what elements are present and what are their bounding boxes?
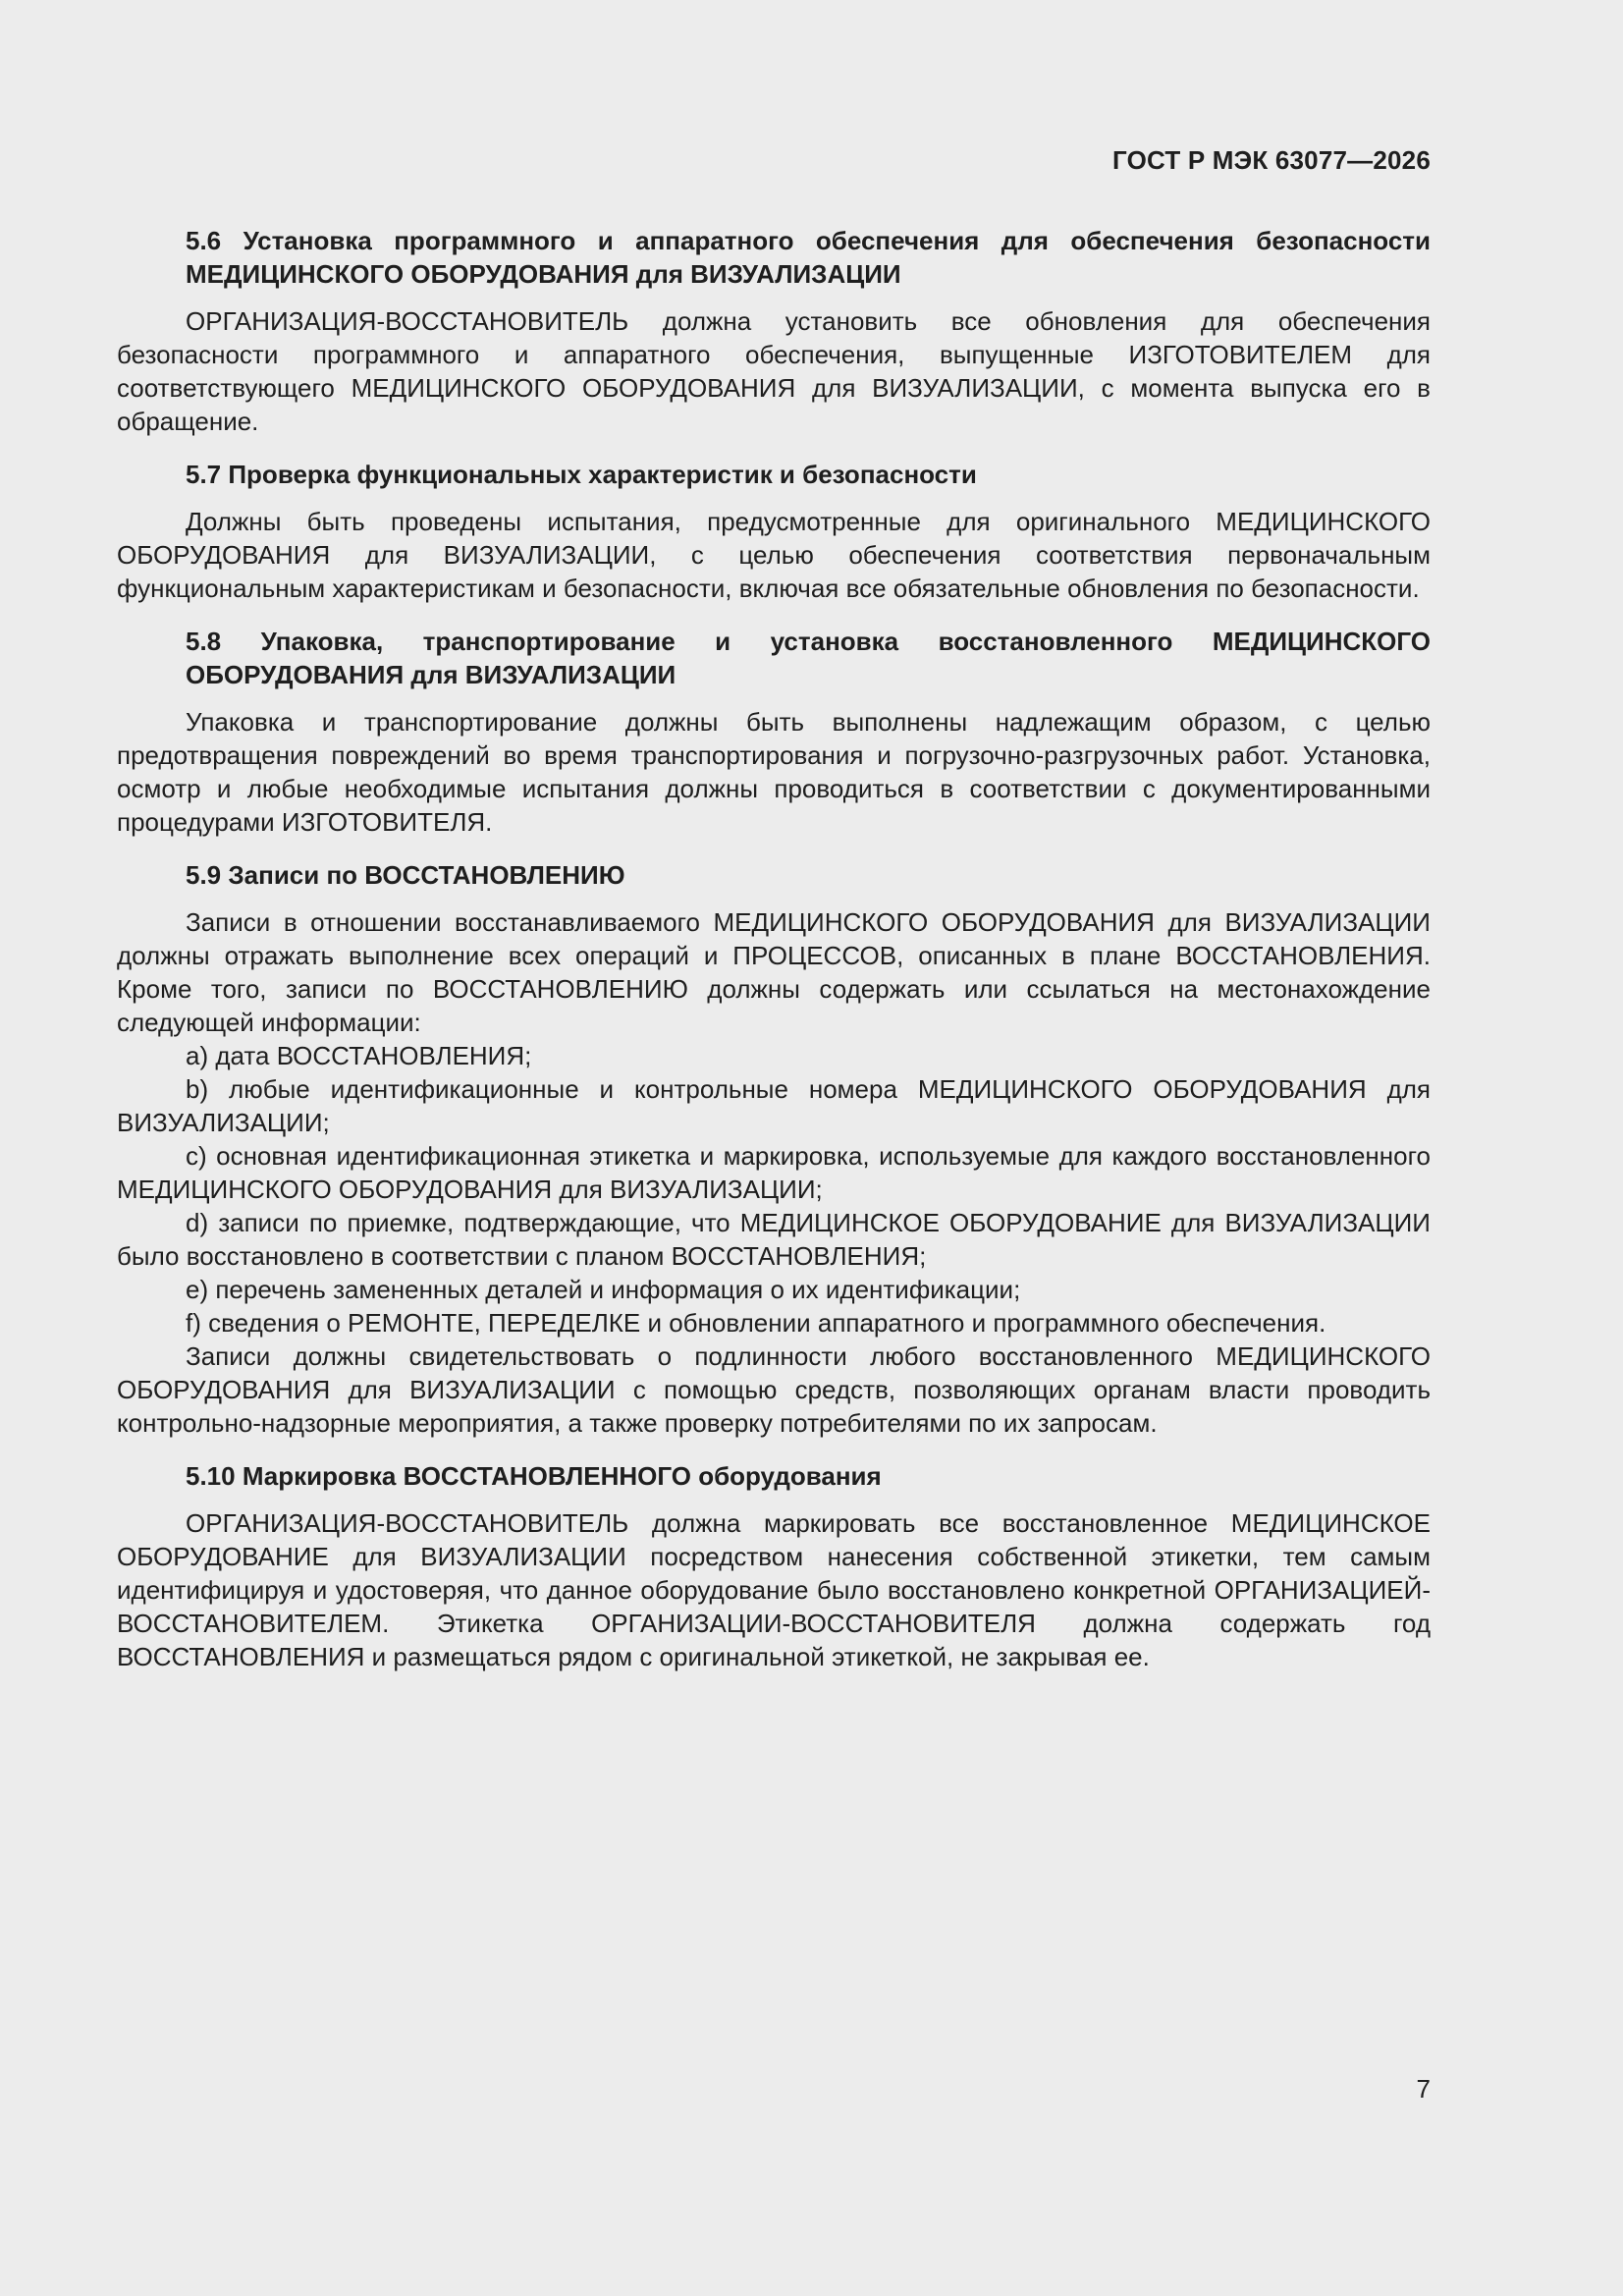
section-5-6 <box>117 224 1431 438</box>
list-item: b) любые идентификационные и контрольные номера МЕДИЦИНСКОГО ОБОРУДОВАНИЯ для ВИЗУАЛИЗАЦИИ; <box>117 1074 1431 1137</box>
document-code-header: ГОСТ Р МЭК 63077—2026 <box>1111 145 1431 175</box>
list-item: d) записи по приемке, подтверждающие, что МЕДИЦИНСКОЕ ОБОРУДОВАНИЕ для ВИЗУАЛИЗАЦИИ было восстановлено в соответствии с планом ВОССТАНОВЛЕНИЯ; <box>117 1208 1431 1271</box>
list-item: a) дата ВОССТАНОВЛЕНИЯ; <box>186 1041 532 1070</box>
section-paragraph: Упаковка и транспортирование должны быть выполнены надлежащим образом, с целью предотвращения повреждений во время транспортирования и погрузочно-разгрузочных работ. Установка, осмотр и любые необходимые испытания должны проводиться в соответствии с документированными процедурами ИЗГОТОВИТЕЛЯ. <box>117 707 1431 837</box>
list-item: e) перечень замененных деталей и информация о их идентификации; <box>186 1275 1021 1304</box>
document-body <box>117 224 1431 1693</box>
section-5-7 <box>117 458 1431 605</box>
section-title: 5.9 Записи по ВОССТАНОВЛЕНИЮ <box>186 860 625 890</box>
section-title: 5.10 Маркировка ВОССТАНОВЛЕННОГО оборудования <box>186 1461 882 1491</box>
section-title: 5.6 Установка программного и аппаратного обеспечения для обеспечения безопасности МЕДИЦИНСКОГО ОБОРУДОВАНИЯ для ВИЗУАЛИЗАЦИИ <box>186 226 1431 289</box>
section-closing-paragraph: Записи должны свидетельствовать о подлинности любого восстановленного МЕДИЦИНСКОГО ОБОРУДОВАНИЯ для ВИЗУАЛИЗАЦИИ с помощью средств, позволяющих органам власти проводить контрольно-надзорные мероприятия, а также проверку потребителями по их запросам. <box>117 1341 1431 1438</box>
section-intro-paragraph: Записи в отношении восстанавливаемого МЕДИЦИНСКОГО ОБОРУДОВАНИЯ для ВИЗУАЛИЗАЦИИ должны отражать выполнение всех операций и ПРОЦЕССОВ, описанных в плане ВОССТАНОВЛЕНИЯ. Кроме того, записи по ВОССТАНОВЛЕНИЮ должны содержать или ссылаться на местонахождение следующей информации: <box>117 907 1431 1037</box>
section-title: 5.8 Упаковка, транспортирование и установка восстановленного МЕДИЦИНСКОГО ОБОРУДОВАНИЯ для ВИЗУАЛИЗАЦИИ <box>186 627 1431 689</box>
section-5-9 <box>117 858 1431 1440</box>
list-item: f) сведения о РЕМОНТЕ, ПЕРЕДЕЛКЕ и обновлении аппаратного и программного обеспечения. <box>186 1308 1326 1338</box>
section-title: 5.7 Проверка функциональных характеристик и безопасности <box>186 460 977 489</box>
section-paragraph: ОРГАНИЗАЦИЯ-ВОССТАНОВИТЕЛЬ должна маркировать все восстановленное МЕДИЦИНСКОЕ ОБОРУДОВАНИЕ для ВИЗУАЛИЗАЦИИ посредством нанесения собственной этикетки, тем самым идентифицируя и удостоверяя, что данное оборудование было восстановлено конкретной ОРГАНИЗАЦИЕЙ-ВОССТАНОВИТЕЛЕМ. Этикетка ОРГАНИЗАЦИИ-ВОССТАНОВИТЕЛЯ должна содержать год ВОССТАНОВЛЕНИЯ и размещаться рядом с оригинальной этикеткой, не закрывая ее. <box>117 1508 1431 1671</box>
page-number: 7 <box>1416 2074 1431 2104</box>
section-paragraph: ОРГАНИЗАЦИЯ-ВОССТАНОВИТЕЛЬ должна установить все обновления для обеспечения безопасности программного и аппаратного обеспечения, выпущенные ИЗГОТОВИТЕЛЕМ для соответствующего МЕДИЦИНСКОГО ОБОРУДОВАНИЯ для ВИЗУАЛИЗАЦИИ, с момента выпуска его в обращение. <box>117 306 1431 436</box>
section-paragraph: Должны быть проведены испытания, предусмотренные для оригинального МЕДИЦИНСКОГО ОБОРУДОВАНИЯ для ВИЗУАЛИЗАЦИИ, с целью обеспечения соответствия первоначальным функциональным характеристикам и безопасности, включая все обязательные обновления по безопасности. <box>117 507 1431 603</box>
section-5-10 <box>117 1459 1431 1673</box>
section-5-8 <box>117 625 1431 839</box>
list-item: c) основная идентификационная этикетка и маркировка, используемые для каждого восстановленного МЕДИЦИНСКОГО ОБОРУДОВАНИЯ для ВИЗУАЛИЗАЦИИ; <box>117 1141 1431 1204</box>
